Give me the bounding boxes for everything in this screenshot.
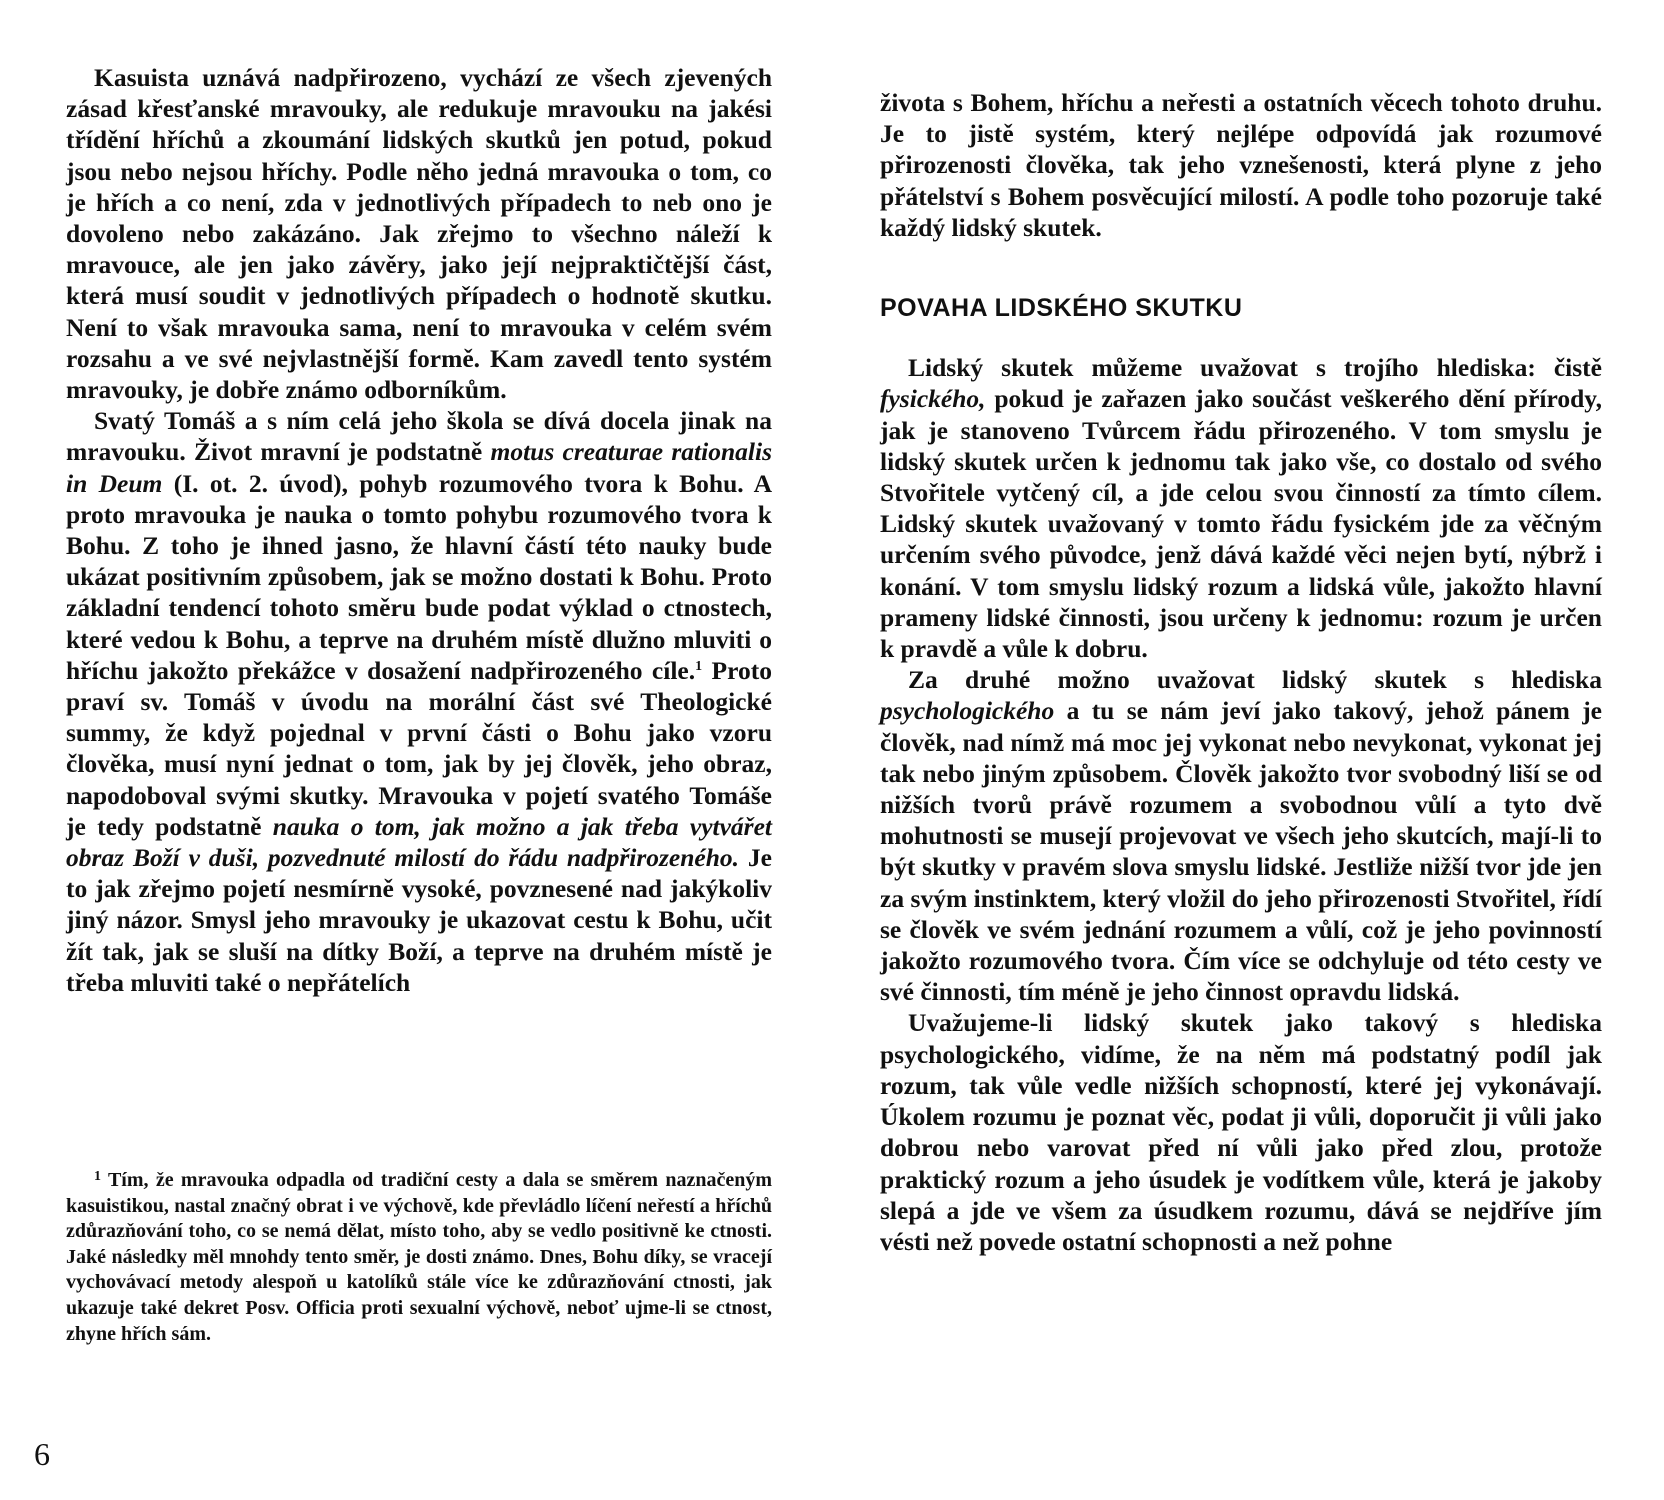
right-p3-emphasis: psychologického [880, 696, 1055, 726]
left-paragraph-2 [66, 405, 772, 998]
footnote-reference: 1 [695, 658, 703, 674]
section-heading: POVAHA LIDSKÉHO SKUTKU [880, 294, 1243, 323]
footnote [66, 1168, 772, 1347]
right-p2-emphasis: fysického, [880, 384, 986, 414]
left-p2-text-b: (I. ot. 2. úvod), pohyb rozumového tvora k Bohu. A proto mravouka je nauka o tomto pohybu rozumového tvora k Bohu. Z toho je ihned jasno, že hlavní částí této nauky bude ukázat positivním způsobem, jak se možno dostati k Bohu. Proto základní tendencí tohoto směru bude podat výklad o ctnostech, které vedou k Bohu, a teprve na druhém místě dlužno mluviti o hříchu jakožto překážce v dosažení nadpřirozeného cíle. [66, 468, 772, 685]
right-paragraph-1: života s Bohem, hříchu a neřesti a ostatních věcech tohoto druhu. Je to jistě systém, který nejlépe odpovídá jak rozumové přirozenosti člověka, tak jeho vznešenosti, která plyne z jeho přátelství s Bohem posvěcující milostí. A podle toho pozoruje také každý lidský skutek. [880, 88, 1602, 242]
left-p2-emphasis-2: nauka o tom, jak možno a jak třeba vytvářet obraz Boží v duši, pozvednuté milostí do řádu nadpřirozeného. [66, 811, 772, 873]
right-p2-text-a: Lidský skutek můžeme uvažovat s trojího hlediska: čistě [908, 353, 1602, 383]
right-paragraph-2 [880, 352, 1602, 664]
footnote-text: Tím, že mravouka odpadla od tradiční cesty a dala se směrem naznačeným kasuistikou, nastal značný obrat i ve výchově, kde převládlo líčení neřestí a hříchů zdůrazňování toho, co se nemá dělat, místo toho, aby se vedlo positivně ke ctnosti. Jaké následky měl mnohdy tento směr, je dosti známo. Dnes, Bohu díky, se vracejí vychovávací metody alespoň u katolíků stále více ke zdůrazňování ctnosti, jak ukazuje také dekret Posv. Officia proti sexualní výchově, neboť ujme-li se ctnost, zhyne hřích sám. [66, 1169, 772, 1345]
left-p2-text-a: Svatý Tomáš a s ním celá jeho škola se dívá docela jinak na mravouku. Život mravní je podstatně [66, 406, 772, 467]
left-paragraph-1: Kasuista uznává nadpřirozeno, vychází ze všech zjevených zásad křesťanské mravouky, ale redukuje mravouku na jakési třídění hříchů a zkoumání lidských skutků jen potud, pokud jsou nebo nejsou hříchy. Podle něho jedná mravouka o tom, co je hřích a co není, zda v jednotlivých případech to neb ono je dovoleno nebo zakázáno. Jak zřejmo to všechno náleží k mravouce, ale jen jako závěry, jako její nejpraktičtější část, která musí soudit v jednotlivých případech o hodnotě skutku. Není to však mravouka sama, není to mravouka v celém svém rozsahu a ve své nejvlastnější formě. Kam zavedl tento systém mravouky, je dobře známo odborníkům. [66, 63, 772, 405]
footnote-marker: 1 [94, 1169, 101, 1184]
right-paragraph-3 [880, 664, 1602, 1007]
left-p2-text-c: Proto praví sv. Tomáš v úvodu na morální část své Theologické summy, že když pojednal v první části o Bohu jako vzoru člověka, musí nyní jednat o tom, jak by jej člověk, jeho obraz, napodoboval svými skutky. Mravouka v pojetí svatého Tomáše je tedy podstatně [66, 655, 772, 841]
right-column [880, 87, 1602, 1257]
left-p2-emphasis-1: motus creaturae rationalis in Deum [66, 437, 772, 498]
right-p3-text-b: a tu se nám jeví jako takový, jehož pánem je člověk, nad nímž má moc jej vykonat nebo nevykonat, vykonat jej tak nebo jiným způsobem. Člověk jakožto tvor svobodný liší se od nižších tvorů právě rozumem a svobodnou vůlí a tyto dvě mohutnosti se musejí projevovat ve všech jeho skutcích, mají-li to být skutky v pravém slova smyslu lidské. Jestliže nižší tvor jde jen za svým instinktem, který vložil do jeho přirozenosti Stvořitel, řídí se člověk ve svém jednání rozumem a vůlí, což je jeho povinností jakožto rozumového tvora. Čím více se odchyluje od této cesty ve své činnosti, tím méně je jeho činnost opravdu lidská. [880, 696, 1602, 1007]
left-column [66, 62, 772, 998]
right-p2-text-b: pokud je zařazen jako součást veškerého dění přírody, jak je stanoveno Tvůrcem řádu přirozeného. V tom smyslu je lidský skutek určen k jednomu tak jako vše, co dostalo od svého Stvořitele vytčený cíl, a jde celou svou činností za tímto cílem. Lidský skutek uvažovaný v tomto řádu fysickém jde za věčným určením svého původce, jenž dává každé věci nejen bytí, nýbrž i konání. V tom smyslu lidský rozum a lidská vůle, jakožto hlavní prameny lidské činnosti, jsou určeny k jednomu: rozum je určen k pravdě a vůle k dobru. [880, 384, 1602, 664]
right-paragraph-4: Uvažujeme-li lidský skutek jako takový s hlediska psychologického, vidíme, že na něm má podstatný podíl jak rozum, tak vůle vedle nižších schopností, které jej vykonávají. Úkolem rozumu je poznat věc, podat ji vůli, doporučit ji vůli jako dobrou nebo varovat před ní vůli jako před zlou, protože praktický rozum a jeho úsudek je vodítkem vůle, která je jakoby slepá a jde ve všem za úsudkem rozumu, dává se nejdříve jím vésti než povede ostatní schopnosti a než pohne [880, 1008, 1602, 1256]
page-number: 6 [34, 1436, 50, 1472]
right-p3-text-a: Za druhé možno uvažovat lidský skutek s hlediska [908, 665, 1602, 695]
left-p2-text-d: Je to jak zřejmo pojetí nesmírně vysoké, povznesené nad jakýkoliv jiný názor. Smysl jeho mravouky je ukazovat cestu k Bohu, učit žít tak, jak se sluší na dítky Boží, a teprve na druhém místě je třeba mluviti také o nepřátelích [66, 843, 772, 997]
